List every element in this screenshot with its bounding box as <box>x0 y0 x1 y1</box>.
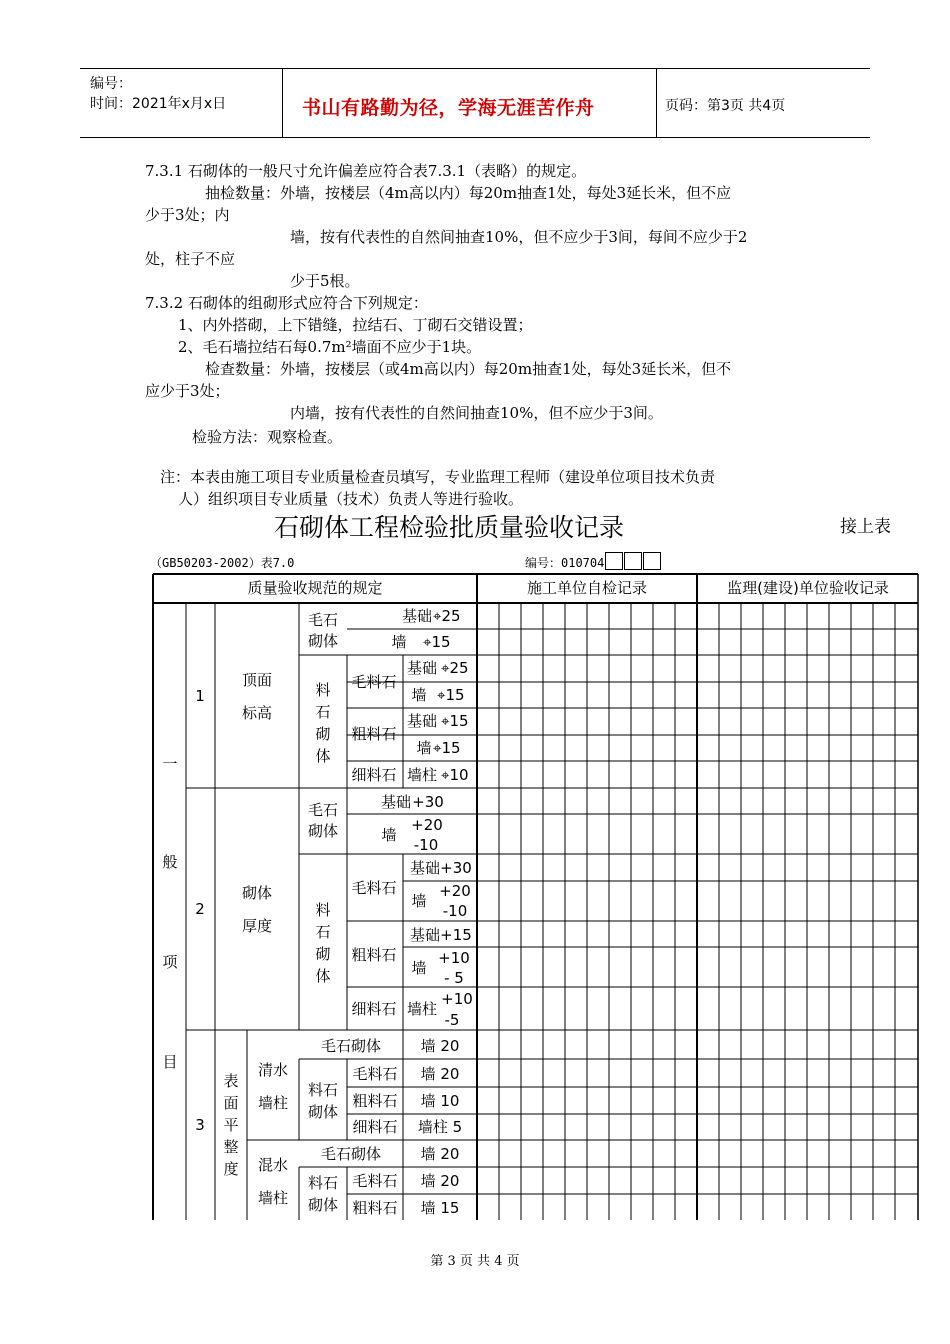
clause-732: 7.3.2 石砌体的组砌形式应符合下列规定： <box>145 294 428 312</box>
serial-label: 编号： <box>90 76 132 92</box>
material-label: 体 <box>315 747 331 765</box>
stone-kind: 粗料石 <box>351 725 397 743</box>
material-label: 毛石砌体 <box>320 1145 382 1163</box>
spec-value: +10 <box>438 949 470 967</box>
clause-731-sample-2: 少于3处；内 <box>145 206 230 224</box>
stone-kind: 细料石 <box>351 1000 397 1018</box>
clause-731-sample-5: 少于5根。 <box>290 272 360 290</box>
spec-part: 墙 <box>411 959 427 977</box>
stone-kind: 细料石 <box>352 1118 398 1136</box>
spec-part: 墙柱 <box>406 766 438 784</box>
material-label: 料 <box>315 681 331 699</box>
spec-part: 墙 <box>381 826 397 844</box>
spec-value: ⌖25 <box>441 659 469 677</box>
row-3-name: 平 <box>223 1116 239 1134</box>
spec-value: -10 <box>413 836 439 854</box>
wall-type: 混水 <box>257 1156 289 1174</box>
row-1-no: 1 <box>195 687 205 705</box>
material-label: 毛石砌体 <box>320 1037 382 1055</box>
material-label: 砌 <box>315 725 331 743</box>
spec-value: +30 <box>412 793 444 811</box>
spec-value: ⌖15 <box>441 712 469 730</box>
note-line-2: 人）组织项目专业质量（技术）负责人等进行验收。 <box>178 490 524 508</box>
clause-731-sample-1: 抽检数量：外墙，按楼层（4m高以内）每20m抽查1处，每处3延长米，但不应 <box>205 184 732 202</box>
spec-value: 墙柱 5 <box>417 1118 463 1136</box>
material-label: 毛石 <box>307 801 339 819</box>
material-label: 砌体 <box>307 1196 339 1214</box>
stone-kind: 毛料石 <box>352 1172 398 1190</box>
stone-kind: 毛料石 <box>351 673 397 691</box>
clause-731-sample-4: 处，柱子不应 <box>145 250 236 268</box>
spec-value: ⌖15 <box>437 686 465 704</box>
general-item-char: 般 <box>162 853 178 871</box>
spec-value: +20 <box>439 882 471 900</box>
note-line-1: 注：本表由施工项目专业质量检查员填写，专业监理工程师（建设单位项目技术负责 <box>160 468 716 486</box>
spec-value: +20 <box>411 816 443 834</box>
material-label: 料石 <box>307 1081 339 1099</box>
material-label: 毛石 <box>307 611 339 629</box>
spec-value: ⌖15 <box>423 633 451 651</box>
spec-part: 墙 <box>411 686 427 704</box>
general-item-char: 目 <box>162 1053 178 1071</box>
page-label: 页码：第3页 共4页 <box>665 98 786 114</box>
row-1-name: 标高 <box>241 704 273 722</box>
spec-part: 基础 <box>406 659 438 677</box>
stone-kind: 粗料石 <box>351 946 397 964</box>
general-item-char: 项 <box>162 953 178 971</box>
spec-part: 基础 <box>409 859 441 877</box>
stone-kind: 粗料石 <box>352 1199 398 1217</box>
row-3-name: 面 <box>223 1094 239 1112</box>
row-2-name: 砌体 <box>241 884 273 902</box>
clause-732-check-1: 检查数量：外墙，按楼层（或4m高以内）每20m抽查1处，每处3延长米，但不 <box>205 360 732 378</box>
time-label: 时间：2021年x月x日 <box>90 96 227 112</box>
material-label: 砌 <box>315 945 331 963</box>
material-label: 料石 <box>307 1174 339 1192</box>
spec-part: 基础 <box>406 712 438 730</box>
stone-kind: 细料石 <box>351 766 397 784</box>
spec-part: 墙 <box>411 892 427 910</box>
row-2-no: 2 <box>195 900 205 918</box>
clause-731-sample-3: 墙，按有代表性的自然间抽查10%，但不应少于3间，每间不应少于2 <box>290 228 748 246</box>
clause-732-method: 检验方法：观察检查。 <box>192 428 343 446</box>
row-3-name: 度 <box>223 1160 239 1178</box>
clause-731: 7.3.1 石砌体的一般尺寸允许偏差应符合表7.3.1（表略）的规定。 <box>145 162 587 180</box>
material-label: 砌体 <box>307 632 339 650</box>
form-title: 石砌体工程检验批质量验收记录 <box>274 513 625 542</box>
spec-value: 墙 20 <box>420 1037 460 1055</box>
wall-type: 墙柱 <box>257 1094 289 1112</box>
header-motto: 书山有路勤为径，学海无涯苦作舟 <box>302 97 595 119</box>
wall-type: 墙柱 <box>257 1189 289 1207</box>
clause-732-check-2: 应少于3处； <box>145 382 230 400</box>
spec-value: - 5 <box>444 969 464 987</box>
page-footer: 第 3 页 共 4 页 <box>430 1254 520 1269</box>
stone-kind: 毛料石 <box>352 1065 398 1083</box>
material-label: 砌体 <box>307 1103 339 1121</box>
continued-label: 接上表 <box>840 517 891 537</box>
clause-732-check-3: 内墙，按有代表性的自然间抽查10%，但不应少于3间。 <box>290 404 663 422</box>
spec-value: ⌖25 <box>433 607 461 625</box>
row-1-name: 顶面 <box>241 671 273 689</box>
col-spec-header: 质量验收规范的规定 <box>247 579 383 597</box>
spec-value: 基础 <box>401 607 432 625</box>
spec-value: 墙 <box>391 633 407 651</box>
spec-value: +15 <box>440 926 472 944</box>
spec-part: 基础 <box>380 793 412 811</box>
spec-value: 墙 15 <box>420 1199 460 1217</box>
row-3-name: 表 <box>223 1072 239 1090</box>
material-label: 石 <box>315 703 331 721</box>
material-label: 石 <box>315 923 331 941</box>
clause-732-item-1: 1、内外搭砌，上下错缝，拉结石、丁砌石交错设置； <box>178 316 533 334</box>
clause-732-item-2: 2、毛石墙拉结石每0.7m²墙面不应少于1块。 <box>178 338 482 356</box>
row-3-name: 整 <box>223 1138 239 1156</box>
spec-value: 墙 10 <box>420 1092 460 1110</box>
spec-value: +30 <box>440 859 472 877</box>
row-2-name: 厚度 <box>241 917 273 935</box>
spec-part: 基础 <box>409 926 441 944</box>
spec-part: 墙柱 <box>406 1000 438 1018</box>
spec-value: ⌖10 <box>441 766 469 784</box>
general-item-char: 一 <box>162 755 178 773</box>
spec-value: ⌖15 <box>433 739 461 757</box>
wall-type: 清水 <box>257 1061 289 1079</box>
spec-value: 墙 20 <box>420 1145 460 1163</box>
spec-value: 墙 20 <box>420 1065 460 1083</box>
col-supervisor-header: 监理(建设)单位验收记录 <box>727 579 889 597</box>
spec-value: -5 <box>444 1011 460 1029</box>
spec-value: +10 <box>441 990 473 1008</box>
row-3-no: 3 <box>195 1116 205 1134</box>
spec-value: 墙 20 <box>420 1172 460 1190</box>
spec-part: 墙 <box>416 739 432 757</box>
standard-code: （GB50203-2002）表7.0 <box>150 556 295 570</box>
spec-value: -10 <box>442 902 468 920</box>
stone-kind: 粗料石 <box>352 1092 398 1110</box>
stone-kind: 毛料石 <box>351 879 397 897</box>
material-label: 料 <box>315 901 331 919</box>
col-self-header: 施工单位自检记录 <box>526 579 648 597</box>
material-label: 砌体 <box>307 822 339 840</box>
material-label: 体 <box>315 967 331 985</box>
form-number-label: 编号：010704 <box>525 556 605 570</box>
